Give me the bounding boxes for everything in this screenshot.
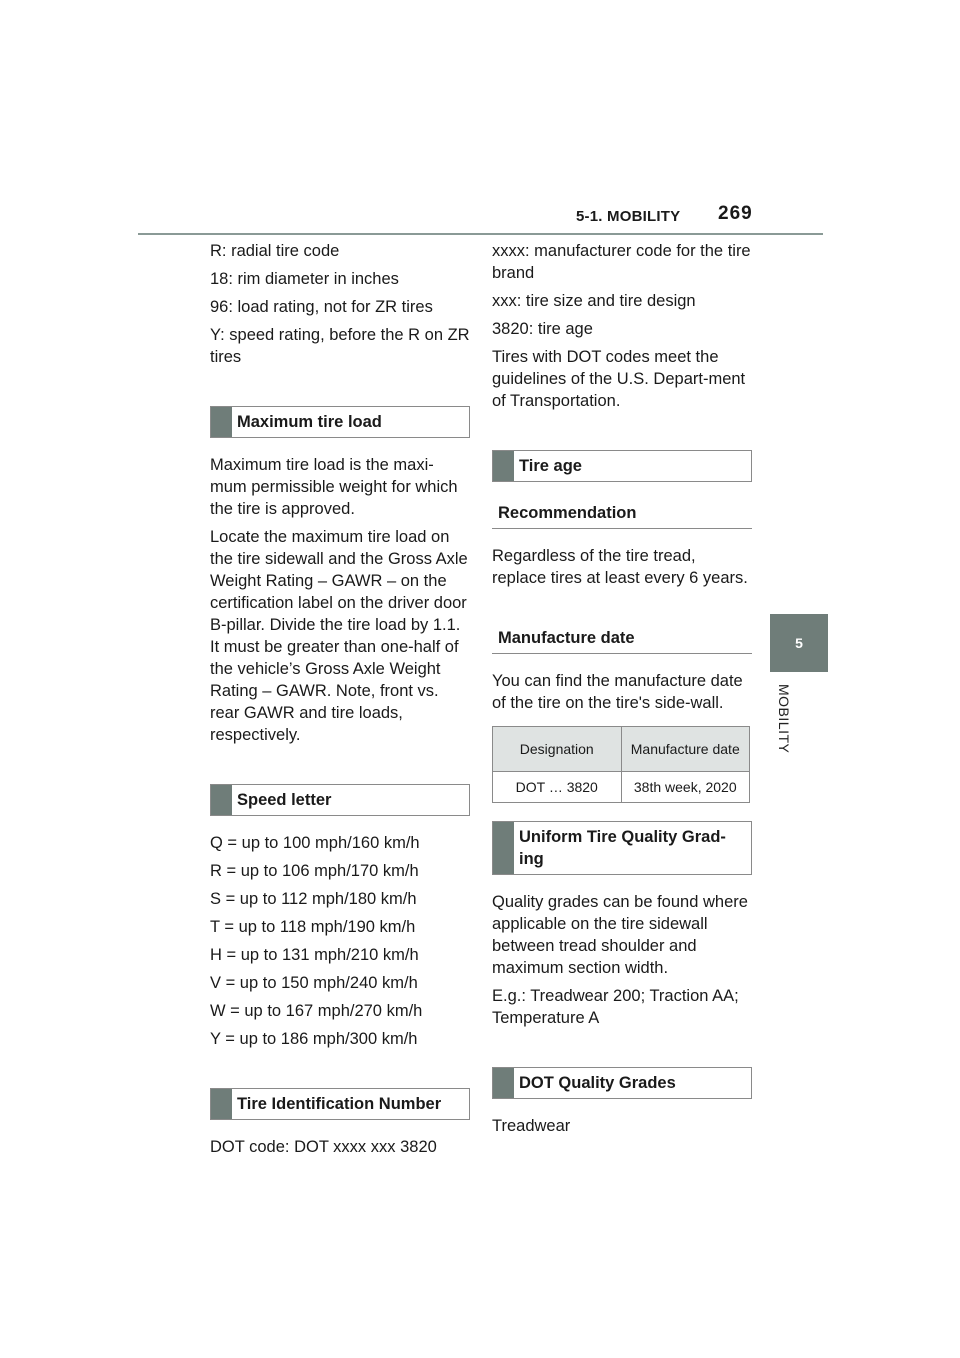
chapter-tab-label: MOBILITY xyxy=(776,684,792,754)
table-header-cell: Designation xyxy=(493,727,622,772)
speed-item: R = up to 106 mph/170 km/h xyxy=(210,862,419,880)
manufacture-date-paragraph: You can find the manufacture date of the tire on the tire's side-wall. xyxy=(492,672,743,712)
recommendation-paragraph: Regardless of the tire tread, replace tires at least every 6 years. xyxy=(492,547,748,587)
heading-text: Speed letter xyxy=(237,791,332,809)
speed-item: Q = up to 100 mph/160 km/h xyxy=(210,834,420,852)
heading-accent-bar xyxy=(211,407,232,437)
section-title: 5-1. MOBILITY xyxy=(576,208,681,225)
heading-text: Maximum tire load xyxy=(237,413,382,431)
speed-item: W = up to 167 mph/270 km/h xyxy=(210,1002,423,1020)
table-header-cell: Manufacture date xyxy=(621,727,750,772)
chapter-tab: 5 xyxy=(770,614,828,672)
table-cell: DOT … 3820 xyxy=(493,772,622,803)
heading-accent-bar xyxy=(493,1068,514,1098)
max-load-paragraph-1: Maximum tire load is the maxi-mum permissible weight for which the tire is approved. xyxy=(210,456,458,518)
code-line-radial: R: radial tire code xyxy=(210,242,340,260)
heading-accent-bar xyxy=(493,451,514,481)
heading-speed-letter xyxy=(210,784,470,816)
table-cell: 38th week, 2020 xyxy=(621,772,750,803)
speed-item: H = up to 131 mph/210 km/h xyxy=(210,946,419,964)
utqg-paragraph: Quality grades can be found where applicable on the tire sidewall between tread shoulder and maximum section width. xyxy=(492,893,748,977)
heading-accent-bar xyxy=(493,822,514,874)
subheading-manufacture-date: Manufacture date xyxy=(492,623,752,654)
size-design-line: xxx: tire size and tire design xyxy=(492,292,696,310)
heading-accent-bar xyxy=(211,785,232,815)
page-number: 269 xyxy=(718,203,753,224)
table-row xyxy=(493,772,750,803)
heading-tire-age xyxy=(492,450,752,482)
subheading-recommendation: Recommendation xyxy=(492,498,752,529)
speed-item: S = up to 112 mph/180 km/h xyxy=(210,890,417,908)
left-column xyxy=(210,240,470,1164)
speed-item: T = up to 118 mph/190 km/h xyxy=(210,918,416,936)
manufacturer-code-line: xxxx: manufacturer code for the tire brand xyxy=(492,242,751,282)
utqg-example: E.g.: Treadwear 200; Traction AA; Temperature A xyxy=(492,987,739,1027)
code-line-load: 96: load rating, not for ZR tires xyxy=(210,298,433,316)
heading-dot-quality-grades xyxy=(492,1067,752,1099)
heading-text: Tire age xyxy=(519,457,582,475)
table-header-row xyxy=(493,727,750,772)
speed-item: Y = up to 186 mph/300 km/h xyxy=(210,1030,418,1048)
code-line-rim: 18: rim diameter in inches xyxy=(210,270,399,288)
heading-maximum-tire-load xyxy=(210,406,470,438)
treadwear-line: Treadwear xyxy=(492,1117,571,1135)
right-column xyxy=(492,240,752,1143)
heading-text: Uniform Tire Quality Grad-ing xyxy=(519,828,726,868)
speed-item: V = up to 150 mph/240 km/h xyxy=(210,974,418,992)
heading-text: DOT Quality Grades xyxy=(519,1074,676,1092)
age-code-line: 3820: tire age xyxy=(492,320,593,338)
code-line-speed: Y: speed rating, before the R on ZR tires xyxy=(210,326,470,366)
max-load-paragraph-2: Locate the maximum tire load on the tire sidewall and the Gross Axle Weight Rating – GAWR – on the certification label on the driver door B-pillar. Divide the tire load by 1.1. It must be greater than one-half of the vehicle’s Gross Axle Weight Rating – GAWR. Note, front vs. rear GAWR and tire loads, respectively. xyxy=(210,528,468,744)
manufacture-date-table xyxy=(492,726,750,803)
heading-text: Tire Identification Number xyxy=(237,1095,442,1113)
heading-tire-identification-number xyxy=(210,1088,470,1120)
dot-guidelines-paragraph: Tires with DOT codes meet the guidelines of the U.S. Depart-ment of Transportation. xyxy=(492,348,746,410)
dot-code-line: DOT code: DOT xxxx xxx 3820 xyxy=(210,1138,437,1156)
header-divider xyxy=(138,233,823,235)
heading-uniform-tire-quality-grading xyxy=(492,821,752,875)
heading-accent-bar xyxy=(211,1089,232,1119)
